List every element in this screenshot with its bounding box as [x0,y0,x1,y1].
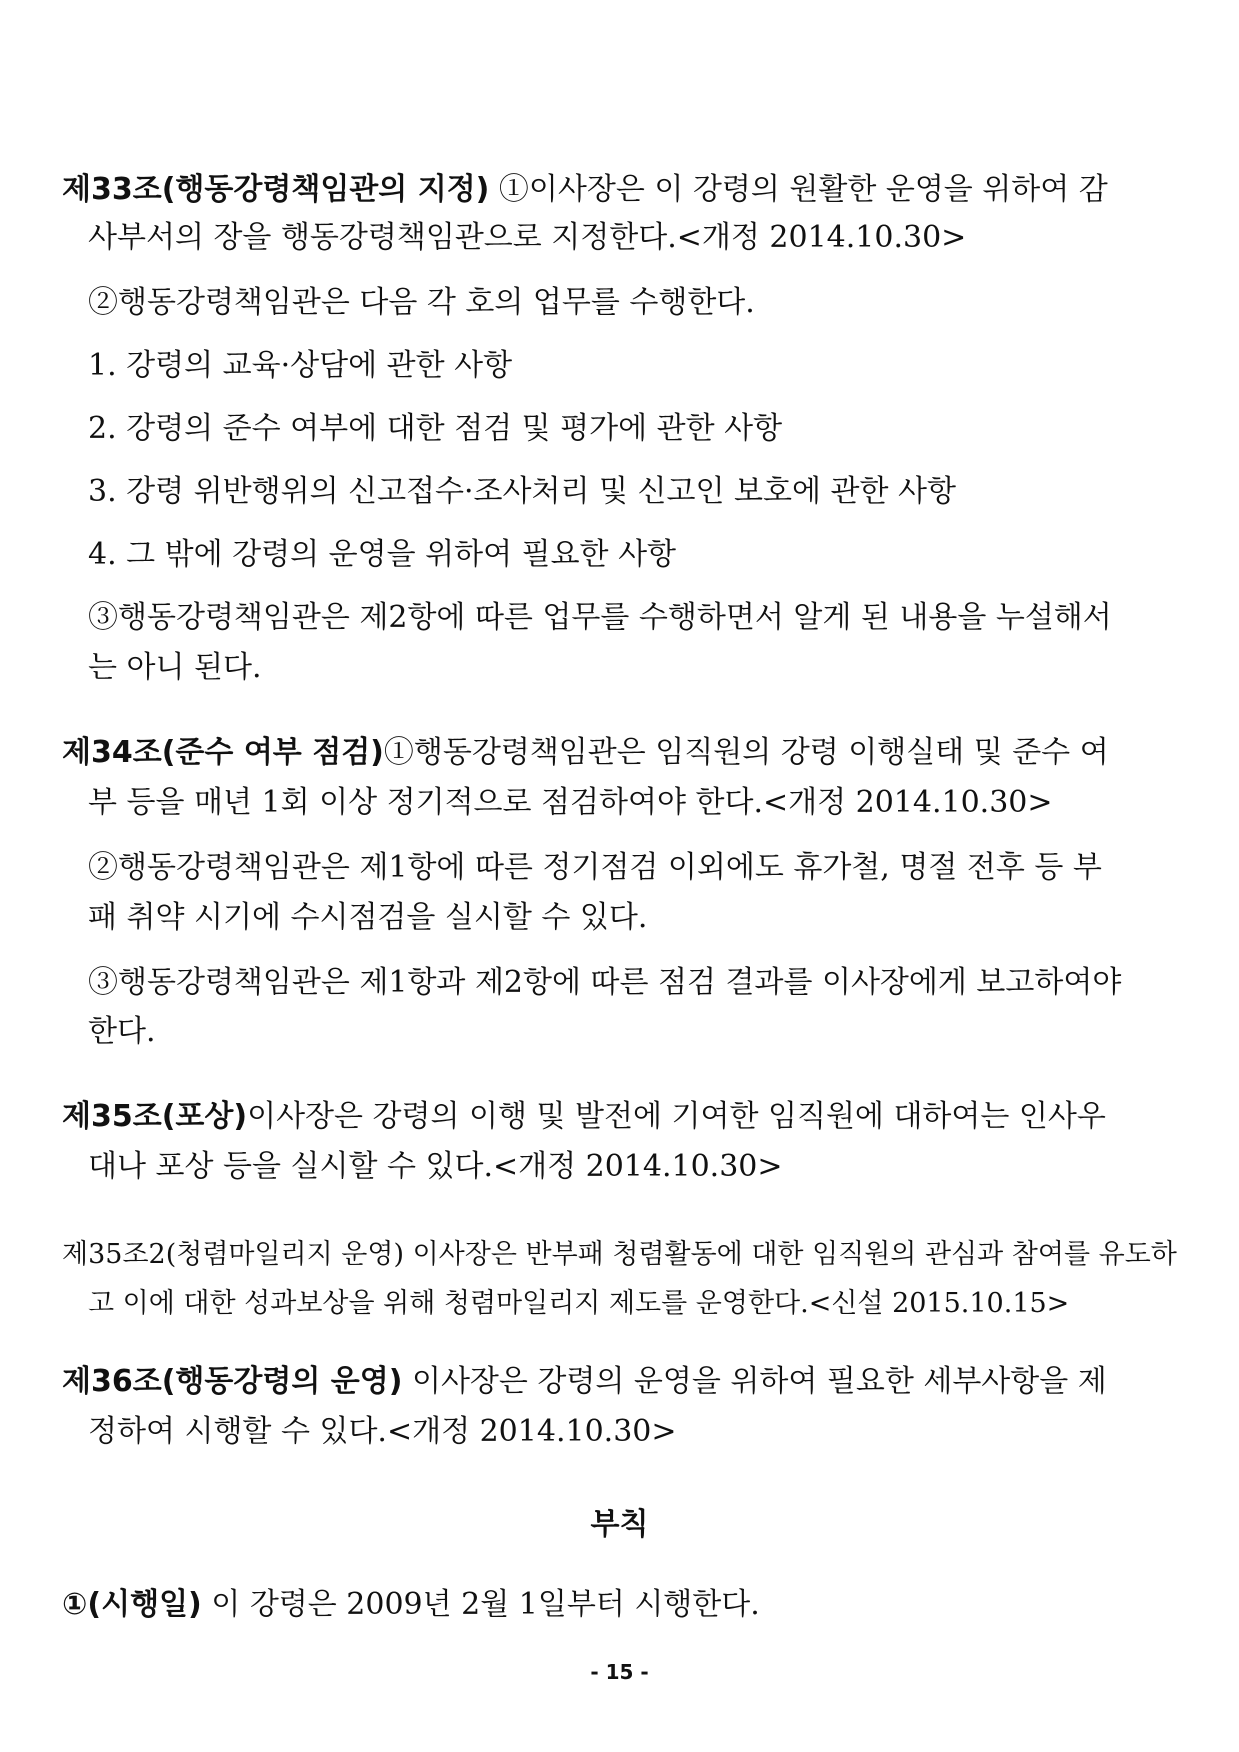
art34-p3b: 한다. [88,1014,156,1049]
art35-heading: 제35조(포상) [62,1099,248,1134]
art35-line1 [62,1097,1106,1137]
addenda-heading: ①(시행일) [62,1587,202,1622]
art33-item-1: 1. 강령의 교육·상담에 관한 사항 [88,348,513,383]
art36-p1a: 이사장은 강령의 운영을 위하여 필요한 세부사항을 제 [402,1364,1107,1399]
addenda-title: 부칙 [590,1507,649,1542]
art34-p1b: 부 등을 매년 1회 이상 정기적으로 점검하여야 한다.<개정 2014.10.30> [88,785,1053,820]
addenda-text: 이 강령은 2009년 2월 1일부터 시행한다. [201,1587,760,1622]
art34-p3a: ③행동강령책임관은 제1항과 제2항에 따른 점검 결과를 이사장에게 보고하여야 [88,965,1122,1000]
art33-p1b: 사부서의 장을 행동강령책임관으로 지정한다.<개정 2014.10.30> [88,220,967,255]
art33-p1a: ①이사장은 이 강령의 원활한 운영을 위하여 감 [489,172,1108,207]
art35-2-p1a: 제35조2(청렴마일리지 운영) 이사장은 반부패 청렴활동에 대한 임직원의 관심과 참여를 유도하 [62,1239,1177,1270]
page-number: - 15 - [590,1660,649,1684]
art36-heading: 제36조(행동강령의 운영) [62,1364,403,1399]
art34-p1a: ①행동강령책임관은 임직원의 강령 이행실태 및 준수 여 [383,735,1109,770]
art33-p3b: 는 아니 된다. [88,650,262,685]
art34-heading: 제34조(준수 여부 점검) [62,735,384,770]
art35-p1a: 이사장은 강령의 이행 및 발전에 기여한 임직원에 대하여는 인사우 [247,1099,1106,1134]
addenda-line [62,1585,760,1625]
art33-item-3: 3. 강령 위반행위의 신고접수·조사처리 및 신고인 보호에 관한 사항 [88,474,956,509]
art34-p2b: 패 취약 시기에 수시점검을 실시할 수 있다. [88,900,648,935]
art34-line1 [62,733,1109,773]
art33-line1 [62,170,1108,210]
art34-p2a: ②행동강령책임관은 제1항에 따른 정기점검 이외에도 휴가철, 명절 전후 등 부 [88,850,1102,885]
art35-2-p1b: 고 이에 대한 성과보상을 위해 청렴마일리지 제도를 운영한다.<신설 2015.10.15> [88,1288,1070,1319]
art36-line1 [62,1362,1107,1402]
art33-item-2: 2. 강령의 준수 여부에 대한 점검 및 평가에 관한 사항 [88,411,783,446]
art33-item-4: 4. 그 밖에 강령의 운영을 위하여 필요한 사항 [88,537,677,572]
art35-p1b: 대나 포상 등을 실시할 수 있다.<개정 2014.10.30> [88,1149,783,1184]
art36-p1b: 정하여 시행할 수 있다.<개정 2014.10.30> [88,1414,677,1449]
art33-heading: 제33조(행동강령책임관의 지정) [62,172,490,207]
art33-p3a: ③행동강령책임관은 제2항에 따른 업무를 수행하면서 알게 된 내용을 누설해서 [88,600,1112,635]
art33-p2: ②행동강령책임관은 다음 각 호의 업무를 수행한다. [88,285,755,320]
